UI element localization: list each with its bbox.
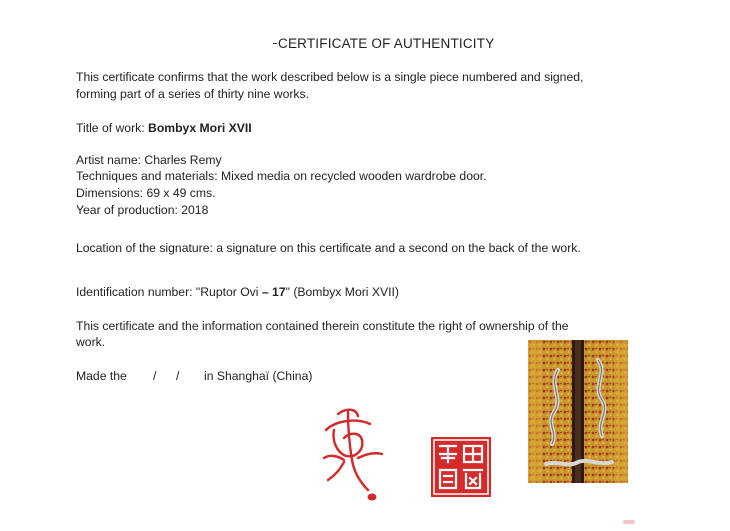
- identification-suffix: " (Bombyx Mori XVII): [285, 285, 399, 299]
- signature-location: Location of the signature: a signature on this certificate and a second on the back of the work.: [76, 241, 581, 255]
- date-slash-1: /: [153, 369, 157, 383]
- dimensions: Dimensions: 69 x 49 cms.: [76, 186, 216, 200]
- title-of-work-value: Bombyx Mori XVII: [148, 121, 252, 135]
- title-of-work: [76, 120, 252, 136]
- artwork-photo: [528, 340, 628, 483]
- title-dash-mark: [273, 43, 277, 44]
- certificate-title: [278, 36, 494, 52]
- made-in-location: in Shanghaï (China): [204, 369, 313, 383]
- pink-mark: [623, 520, 635, 524]
- red-square-seal: [430, 436, 492, 498]
- red-handwritten-signature: [318, 400, 388, 506]
- title-text: CERTIFICATE OF AUTHENTICITY: [278, 36, 495, 51]
- title-of-work-label: Title of work:: [76, 121, 149, 135]
- artist-name: Artist name: Charles Remy: [76, 153, 222, 167]
- identification-number-value: – 17: [261, 285, 286, 299]
- made-the-label: Made the: [76, 369, 127, 383]
- date-slash-2: /: [176, 369, 180, 383]
- ownership-line-2: work.: [76, 335, 106, 349]
- identification-label: Identification number: "Ruptor Ovi: [76, 285, 262, 299]
- techniques-materials: Techniques and materials: Mixed media on recycled wooden wardrobe door.: [76, 169, 487, 183]
- identification-number: [76, 284, 399, 300]
- ownership-line-1: This certificate and the information contained therein constitute the right of ownership of the: [76, 319, 569, 333]
- intro-line-1: This certificate confirms that the work described below is a single piece numbered and signed,: [76, 70, 584, 84]
- intro-line-2: forming part of a series of thirty nine works.: [76, 87, 310, 101]
- year-of-production: Year of production: 2018: [76, 203, 209, 217]
